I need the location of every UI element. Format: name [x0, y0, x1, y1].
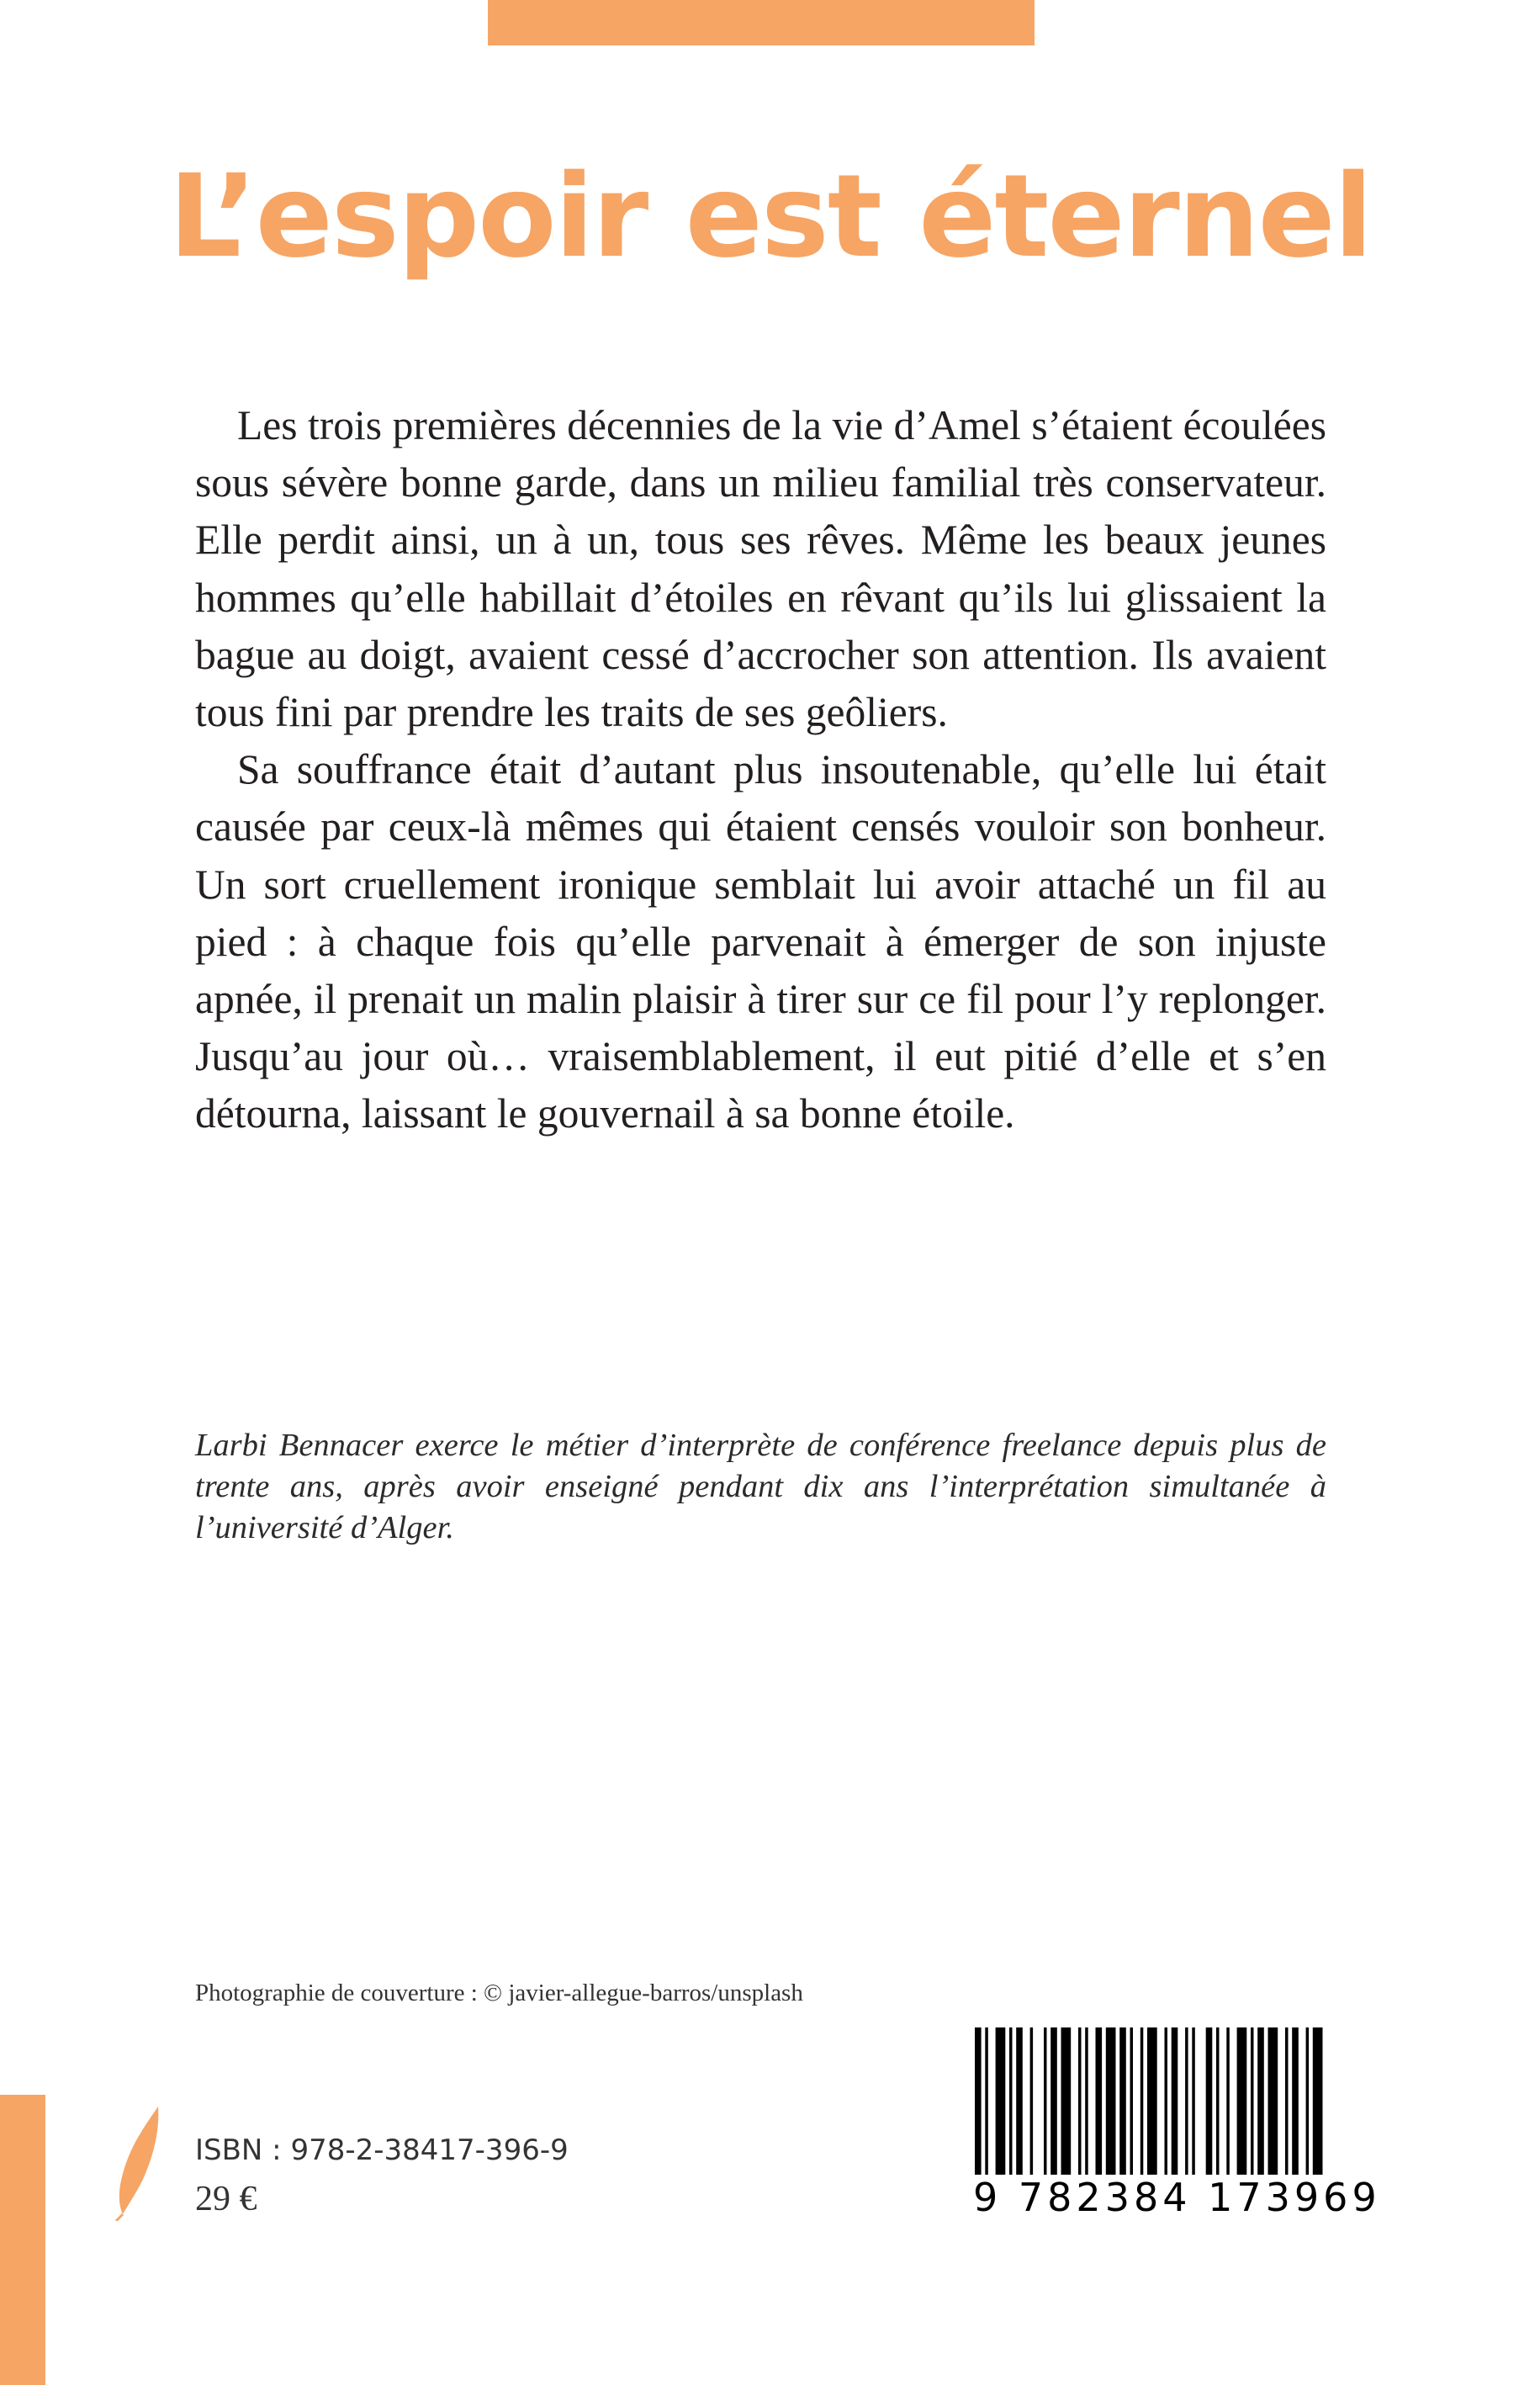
summary-paragraph: Les trois premières décennies de la vie d’Amel s’étaient écoulées sous sévère bonne garde, dans un milieu familial très conservateur. Elle perdit ainsi, un à un, tous ses rêves. Même les beaux jeunes hommes qu’elle habillait d’étoiles en rêvant qu’ils lui glissaient la bague au doigt, avaient cessé d’accrocher son attention. Ils avaient tous fini par prendre les traits de ses geôliers.: [195, 402, 1326, 736]
barcode-digits: 9 782384 173969: [973, 2175, 1381, 2220]
barcode-bar: [1030, 2027, 1034, 2175]
barcode-bar: [1147, 2027, 1157, 2175]
barcode-bar: [1251, 2027, 1254, 2175]
barcode-bar: [1292, 2027, 1299, 2175]
barcode-bar: [1044, 2027, 1047, 2175]
author-bio: Larbi Bennacer exerce le métier d’interprète de conférence freelance depuis plus de trente ans, après avoir enseigné pendant dix ans l’interprétation simultanée à l’université d’Alger.: [195, 1428, 1326, 1545]
barcode-bar: [1172, 2027, 1178, 2175]
barcode-bar: [1306, 2027, 1310, 2175]
barcode-bar: [985, 2027, 988, 2175]
book-title: L’espoir est éternel: [168, 151, 1372, 284]
barcode-bar: [1185, 2027, 1188, 2175]
book-summary: [195, 397, 1326, 1143]
isbn-text: ISBN : 978-2-38417-396-9: [195, 2133, 569, 2167]
barcode-bar: [1165, 2027, 1168, 2175]
barcode-bar: [1257, 2027, 1264, 2175]
barcode-bar: [1061, 2027, 1072, 2175]
barcode-bar: [1078, 2027, 1082, 2175]
barcode-bar: [1016, 2027, 1023, 2175]
barcode-bar: [1268, 2027, 1278, 2175]
barcode-bar: [1285, 2027, 1289, 2175]
photo-credit: Photographie de couverture : © javier-allegue-barros/unsplash: [195, 1980, 803, 2006]
feather-icon: [109, 2103, 168, 2221]
top-accent-band: [488, 0, 1035, 45]
price-text: 29 €: [195, 2180, 257, 2218]
barcode-bar: [1216, 2027, 1220, 2175]
barcode-bar: [1085, 2027, 1088, 2175]
barcode-bar: [1237, 2027, 1247, 2175]
barcode-bar: [1119, 2027, 1126, 2175]
barcode-bar: [1130, 2027, 1134, 2175]
barcode-bar: [1096, 2027, 1103, 2175]
summary-paragraph: Sa souffrance était d’autant plus insoutenable, qu’elle lui était causée par ceux-là mêmes qui étaient censés vouloir son bonheur. Un sort cruellement ironique semblait lui avoir attaché un fil au pied : à chaque fois qu’elle parvenait à émerger de son injuste apnée, il prenait un malin plaisir à tirer sur ce fil pour l’y replonger. Jusqu’au jour où… vraisemblablement, il eut pitié d’elle et s’en détourna, laissant le gouvernail à sa bonne étoile.: [195, 746, 1326, 1137]
barcode-bar: [1313, 2027, 1323, 2175]
barcode-bar: [1140, 2027, 1144, 2175]
barcode-bar: [975, 2027, 982, 2175]
barcode-bar: [1106, 2027, 1116, 2175]
barcode-bar: [1192, 2027, 1195, 2175]
barcode-bar: [1206, 2027, 1213, 2175]
barcode-bar: [996, 2027, 1006, 2175]
left-accent-band: [0, 2095, 45, 2385]
barcode-bar: [1226, 2027, 1230, 2175]
barcode-bar: [1009, 2027, 1013, 2175]
barcode-bar: [1050, 2027, 1057, 2175]
